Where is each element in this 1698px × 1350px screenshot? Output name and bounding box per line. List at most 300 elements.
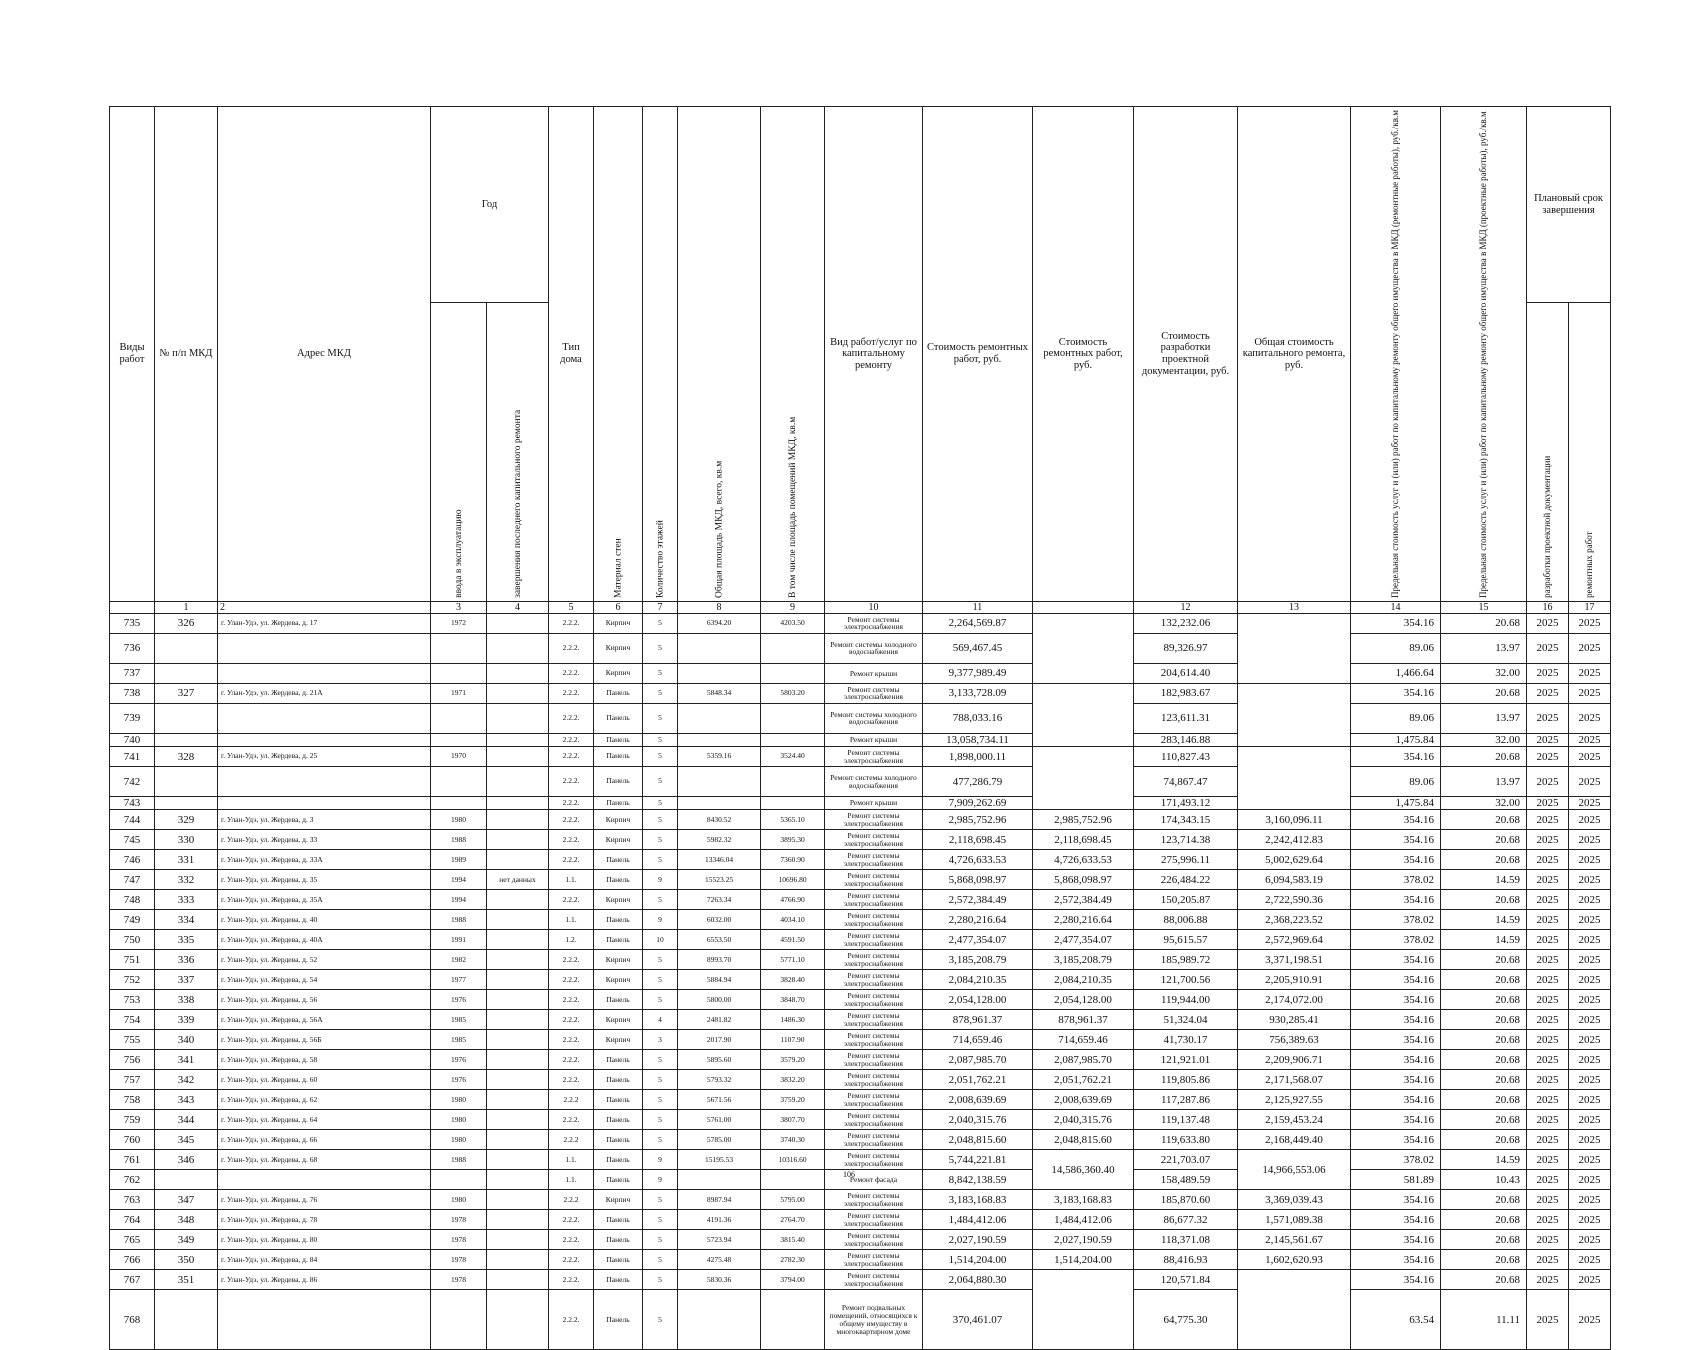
cell-work-type: Ремонт системы электроснабжения — [825, 910, 923, 930]
cell-wall-material: Панель — [594, 767, 643, 797]
cell-deadline-design: 2025 — [1527, 950, 1569, 970]
cell-work-type: Ремонт системы холодного водоснабжения — [825, 633, 923, 663]
table-body — [110, 613, 1611, 1349]
cell-repair-cost: 2,064,880.30 — [923, 1270, 1033, 1290]
cell-total-cost: 2,205,910.91 — [1238, 970, 1351, 990]
cell-year-commissioned: 1978 — [431, 1230, 487, 1250]
cell-deadline-repair: 2025 — [1569, 1290, 1611, 1350]
cell-year-last-repair — [487, 633, 549, 663]
cell-total-area: 4191.36 — [678, 1210, 761, 1230]
cell-wall-material: Кирпич — [594, 970, 643, 990]
cell-mkd-number: 333 — [155, 890, 218, 910]
cell-limit-repair: 1,475.84 — [1351, 733, 1441, 746]
cell-premises-area: 2782.30 — [761, 1250, 825, 1270]
cell-total-cost: 2,125,927.55 — [1238, 1090, 1351, 1110]
cell-repair-cost: 13,058,734.11 — [923, 733, 1033, 746]
cell-mkd-number: 336 — [155, 950, 218, 970]
cell-wall-material: Кирпич — [594, 1190, 643, 1210]
cell-year-commissioned — [431, 703, 487, 733]
cell-repair-cost: 5,744,221.81 — [923, 1150, 1033, 1170]
table-row — [110, 1150, 1611, 1170]
cell-row-number: 741 — [110, 747, 155, 767]
cell-premises-area: 5365.10 — [761, 810, 825, 830]
cell-floors: 9 — [643, 1150, 678, 1170]
cell-address: г. Улан-Удэ, ул. Жердева, д. 56Б — [218, 1030, 431, 1050]
cell-year-last-repair — [487, 1010, 549, 1030]
cell-limit-design: 20.68 — [1441, 1190, 1527, 1210]
cell-design-cost: 121,921.01 — [1134, 1050, 1238, 1070]
table-row — [110, 810, 1611, 830]
cell-address: г. Улан-Удэ, ул. Жердева, д. 80 — [218, 1230, 431, 1250]
cell-repair-cost-total — [1033, 683, 1134, 746]
cell-address — [218, 797, 431, 810]
cell-deadline-repair: 2025 — [1569, 830, 1611, 850]
cell-repair-cost-total: 5,868,098.97 — [1033, 870, 1134, 890]
cell-year-commissioned: 1970 — [431, 747, 487, 767]
cell-work-type: Ремонт системы электроснабжения — [825, 1190, 923, 1210]
cell-mkd-number: 334 — [155, 910, 218, 930]
cell-repair-cost: 370,461.07 — [923, 1290, 1033, 1350]
cell-address: г. Улан-Удэ, ул. Жердева, д. 56А — [218, 1010, 431, 1030]
header-limit-repair: Предельная стоимость услуг и (или) работ по капитальному ремонту общего имущества в МКД (ремонтные работы), руб./кв.м — [1351, 107, 1441, 602]
cell-deadline-design: 2025 — [1527, 1050, 1569, 1070]
cell-premises-area: 3832.20 — [761, 1070, 825, 1090]
cell-floors: 5 — [643, 1070, 678, 1090]
cell-total-cost: 3,160,096.11 — [1238, 810, 1351, 830]
cell-repair-cost: 7,909,262.69 — [923, 797, 1033, 810]
cell-deadline-design: 2025 — [1527, 930, 1569, 950]
cell-limit-design: 10.43 — [1441, 1170, 1527, 1190]
cell-deadline-repair: 2025 — [1569, 1250, 1611, 1270]
cell-limit-design: 13.97 — [1441, 633, 1527, 663]
cell-wall-material: Панель — [594, 733, 643, 746]
cell-deadline-repair: 2025 — [1569, 990, 1611, 1010]
cell-limit-repair: 354.16 — [1351, 850, 1441, 870]
cell-house-type: 2.2.2 — [549, 1090, 594, 1110]
cell-work-type: Ремонт системы электроснабжения — [825, 890, 923, 910]
table-row — [110, 747, 1611, 767]
cell-house-type: 2.2.2. — [549, 1050, 594, 1070]
cell-work-type: Ремонт системы электроснабжения — [825, 1010, 923, 1030]
cell-limit-design: 20.68 — [1441, 890, 1527, 910]
cell-total-cost — [1238, 747, 1351, 810]
cell-repair-cost: 2,008,639.69 — [923, 1090, 1033, 1110]
cell-premises-area: 4766.90 — [761, 890, 825, 910]
cell-limit-repair: 63.54 — [1351, 1290, 1441, 1350]
cell-house-type: 1.1. — [549, 910, 594, 930]
cell-limit-repair: 354.16 — [1351, 830, 1441, 850]
header-repair-cost-total: Стоимость ремонтных работ, руб. — [1033, 107, 1134, 602]
cell-deadline-repair: 2025 — [1569, 1010, 1611, 1030]
cell-limit-repair: 1,475.84 — [1351, 797, 1441, 810]
cell-address — [218, 733, 431, 746]
cell-design-cost: 95,615.57 — [1134, 930, 1238, 950]
cell-total-area: 5884.94 — [678, 970, 761, 990]
cell-premises-area: 5795.00 — [761, 1190, 825, 1210]
cell-row-number: 742 — [110, 767, 155, 797]
col-num: 17 — [1569, 601, 1611, 613]
cell-limit-design: 20.68 — [1441, 683, 1527, 703]
cell-wall-material: Панель — [594, 990, 643, 1010]
cell-total-area: 8987.94 — [678, 1190, 761, 1210]
table-row — [110, 1290, 1611, 1350]
table-row — [110, 663, 1611, 683]
cell-year-commissioned: 1980 — [431, 1190, 487, 1210]
cell-deadline-design: 2025 — [1527, 1170, 1569, 1190]
cell-deadline-repair: 2025 — [1569, 1050, 1611, 1070]
cell-mkd-number: 326 — [155, 613, 218, 633]
cell-house-type: 2.2.2. — [549, 733, 594, 746]
cell-design-cost: 185,870.60 — [1134, 1190, 1238, 1210]
cell-year-last-repair — [487, 703, 549, 733]
cell-deadline-design: 2025 — [1527, 1270, 1569, 1290]
cell-limit-design: 20.68 — [1441, 970, 1527, 990]
cell-year-last-repair: нет данных — [487, 870, 549, 890]
table-row — [110, 1210, 1611, 1230]
header-year: Год — [431, 107, 549, 303]
cell-limit-design: 32.00 — [1441, 797, 1527, 810]
cell-total-cost — [1238, 683, 1351, 746]
cell-limit-design: 20.68 — [1441, 1130, 1527, 1150]
cell-total-cost: 14,966,553.06 — [1238, 1150, 1351, 1190]
cell-work-type: Ремонт системы электроснабжения — [825, 1130, 923, 1150]
cell-premises-area — [761, 703, 825, 733]
cell-repair-cost-total: 2,572,384.49 — [1033, 890, 1134, 910]
cell-limit-repair: 354.16 — [1351, 683, 1441, 703]
cell-floors: 10 — [643, 930, 678, 950]
cell-design-cost: 88,416.93 — [1134, 1250, 1238, 1270]
cell-design-cost: 275,996.11 — [1134, 850, 1238, 870]
cell-total-area: 5359.16 — [678, 747, 761, 767]
cell-row-number: 744 — [110, 810, 155, 830]
cell-year-last-repair — [487, 1150, 549, 1170]
cell-limit-repair: 354.16 — [1351, 1250, 1441, 1270]
cell-wall-material: Панель — [594, 1130, 643, 1150]
col-num: 14 — [1351, 601, 1441, 613]
cell-limit-design: 20.68 — [1441, 613, 1527, 633]
cell-limit-repair: 1,466.64 — [1351, 663, 1441, 683]
cell-deadline-repair: 2025 — [1569, 1030, 1611, 1050]
cell-repair-cost-total: 4,726,633.53 — [1033, 850, 1134, 870]
cell-address: г. Улан-Удэ, ул. Жердева, д. 40А — [218, 930, 431, 950]
cell-mkd-number: 338 — [155, 990, 218, 1010]
cell-design-cost: 117,287.86 — [1134, 1090, 1238, 1110]
cell-house-type: 2.2.2. — [549, 1230, 594, 1250]
table-row — [110, 1090, 1611, 1110]
cell-limit-design: 14.59 — [1441, 870, 1527, 890]
header-total-area: Общая площадь МКД, всего, кв.м — [678, 107, 761, 602]
cell-row-number: 748 — [110, 890, 155, 910]
header-year-commissioned: ввода в эксплуатацию — [431, 303, 487, 602]
cell-floors: 5 — [643, 1210, 678, 1230]
cell-design-cost: 182,983.67 — [1134, 683, 1238, 703]
cell-row-number: 758 — [110, 1090, 155, 1110]
cell-row-number: 760 — [110, 1130, 155, 1150]
cell-year-commissioned — [431, 633, 487, 663]
cell-year-commissioned — [431, 733, 487, 746]
cell-deadline-design: 2025 — [1527, 890, 1569, 910]
cell-year-last-repair — [487, 1030, 549, 1050]
cell-premises-area: 2764.70 — [761, 1210, 825, 1230]
cell-premises-area — [761, 733, 825, 746]
cell-work-type: Ремонт системы электроснабжения — [825, 1090, 923, 1110]
cell-deadline-repair: 2025 — [1569, 1230, 1611, 1250]
header-deadline-repair: ремонтных работ — [1569, 303, 1611, 602]
cell-floors: 5 — [643, 683, 678, 703]
cell-total-cost: 3,371,198.51 — [1238, 950, 1351, 970]
cell-wall-material: Панель — [594, 1050, 643, 1070]
table-row — [110, 910, 1611, 930]
cell-limit-design: 20.68 — [1441, 1070, 1527, 1090]
cell-repair-cost-total: 2,054,128.00 — [1033, 990, 1134, 1010]
cell-work-type: Ремонт системы электроснабжения — [825, 810, 923, 830]
cell-year-commissioned: 1980 — [431, 1110, 487, 1130]
cell-limit-design: 20.68 — [1441, 1050, 1527, 1070]
cell-row-number: 747 — [110, 870, 155, 890]
cell-year-commissioned: 1980 — [431, 1130, 487, 1150]
cell-floors: 5 — [643, 950, 678, 970]
cell-design-cost: 120,571.84 — [1134, 1270, 1238, 1290]
cell-deadline-repair: 2025 — [1569, 1090, 1611, 1110]
cell-house-type: 2.2.2. — [549, 970, 594, 990]
table-row — [110, 1010, 1611, 1030]
cell-deadline-design: 2025 — [1527, 850, 1569, 870]
cell-deadline-repair: 2025 — [1569, 767, 1611, 797]
cell-repair-cost-total: 714,659.46 — [1033, 1030, 1134, 1050]
document-page — [109, 106, 1608, 1350]
cell-repair-cost-total: 2,280,216.64 — [1033, 910, 1134, 930]
table-row — [110, 767, 1611, 797]
cell-year-commissioned — [431, 767, 487, 797]
cell-total-area: 5800.00 — [678, 990, 761, 1010]
table-row — [110, 1230, 1611, 1250]
cell-address: г. Улан-Удэ, ул. Жердева, д. 35А — [218, 890, 431, 910]
cell-work-type: Ремонт системы электроснабжения — [825, 1270, 923, 1290]
cell-mkd-number: 328 — [155, 747, 218, 767]
cell-total-area: 15523.25 — [678, 870, 761, 890]
table-row — [110, 613, 1611, 633]
cell-total-area: 5761.00 — [678, 1110, 761, 1130]
cell-limit-repair: 354.16 — [1351, 970, 1441, 990]
cell-year-last-repair — [487, 1050, 549, 1070]
cell-limit-repair: 354.16 — [1351, 990, 1441, 1010]
cell-total-area — [678, 733, 761, 746]
cell-year-last-repair — [487, 810, 549, 830]
cell-year-last-repair — [487, 767, 549, 797]
cell-deadline-design: 2025 — [1527, 1250, 1569, 1270]
cell-premises-area: 1486.30 — [761, 1010, 825, 1030]
cell-deadline-design: 2025 — [1527, 733, 1569, 746]
cell-floors: 5 — [643, 633, 678, 663]
cell-deadline-design: 2025 — [1527, 970, 1569, 990]
cell-limit-repair: 378.02 — [1351, 870, 1441, 890]
cell-deadline-design: 2025 — [1527, 767, 1569, 797]
cell-floors: 5 — [643, 733, 678, 746]
cell-year-commissioned: 1978 — [431, 1250, 487, 1270]
cell-limit-design: 14.59 — [1441, 1150, 1527, 1170]
table-row — [110, 890, 1611, 910]
cell-limit-repair: 354.16 — [1351, 1030, 1441, 1050]
cell-mkd-number: 342 — [155, 1070, 218, 1090]
cell-limit-repair: 354.16 — [1351, 1110, 1441, 1130]
cell-address: г. Улан-Удэ, ул. Жердева, д. 66 — [218, 1130, 431, 1150]
header-repair-cost: Стоимость ремонтных работ, руб. — [923, 107, 1033, 602]
cell-design-cost: 123,611.31 — [1134, 703, 1238, 733]
cell-total-area: 5830.36 — [678, 1270, 761, 1290]
table-row — [110, 850, 1611, 870]
cell-total-cost: 5,002,629.64 — [1238, 850, 1351, 870]
cell-floors: 5 — [643, 1230, 678, 1250]
cell-year-last-repair — [487, 970, 549, 990]
cell-row-number: 762 — [110, 1170, 155, 1190]
cell-house-type: 2.2.2. — [549, 613, 594, 633]
cell-year-commissioned: 1972 — [431, 613, 487, 633]
cell-work-type: Ремонт системы холодного водоснабжения — [825, 767, 923, 797]
header-year-last-repair: завершения последнего капитального ремонта — [487, 303, 549, 602]
cell-mkd-number: 350 — [155, 1250, 218, 1270]
cell-house-type: 2.2.2. — [549, 1250, 594, 1270]
cell-year-commissioned — [431, 797, 487, 810]
cell-row-number: 736 — [110, 633, 155, 663]
cell-mkd-number — [155, 1290, 218, 1350]
cell-floors: 5 — [643, 797, 678, 810]
cell-mkd-number: 349 — [155, 1230, 218, 1250]
cell-address — [218, 663, 431, 683]
cell-year-last-repair — [487, 1230, 549, 1250]
cell-limit-design: 11.11 — [1441, 1290, 1527, 1350]
col-num: 1 — [155, 601, 218, 613]
cell-limit-repair: 89.06 — [1351, 767, 1441, 797]
cell-floors: 4 — [643, 1010, 678, 1030]
cell-premises-area: 4591.50 — [761, 930, 825, 950]
cell-year-last-repair — [487, 1270, 549, 1290]
cell-limit-repair: 354.16 — [1351, 747, 1441, 767]
cell-house-type: 2.2.2. — [549, 830, 594, 850]
cell-floors: 5 — [643, 1090, 678, 1110]
cell-address: г. Улан-Удэ, ул. Жердева, д. 25 — [218, 747, 431, 767]
cell-work-type: Ремонт системы электроснабжения — [825, 1050, 923, 1070]
cell-repair-cost: 788,033.16 — [923, 703, 1033, 733]
cell-total-cost: 1,602,620.93 — [1238, 1250, 1351, 1270]
cell-total-area: 8430.52 — [678, 810, 761, 830]
cell-floors: 5 — [643, 1270, 678, 1290]
header-total-cost: Общая стоимость капитального ремонта, руб. — [1238, 107, 1351, 602]
cell-wall-material: Кирпич — [594, 1010, 643, 1030]
cell-house-type: 2.2.2. — [549, 633, 594, 663]
header-planned-deadline: Плановый срок завершения — [1527, 107, 1611, 303]
cell-premises-area — [761, 633, 825, 663]
cell-limit-repair: 354.16 — [1351, 1230, 1441, 1250]
cell-wall-material: Панель — [594, 1090, 643, 1110]
cell-deadline-repair: 2025 — [1569, 1190, 1611, 1210]
cell-limit-design: 20.68 — [1441, 747, 1527, 767]
col-num: 5 — [549, 601, 594, 613]
cell-floors: 5 — [643, 1190, 678, 1210]
cell-total-area: 6032.00 — [678, 910, 761, 930]
cell-year-last-repair — [487, 663, 549, 683]
cell-deadline-design: 2025 — [1527, 1110, 1569, 1130]
cell-house-type: 2.2.2 — [549, 1190, 594, 1210]
cell-repair-cost-total: 2,985,752.96 — [1033, 810, 1134, 830]
col-num: 8 — [678, 601, 761, 613]
cell-repair-cost-total: 14,586,360.40 — [1033, 1150, 1134, 1190]
cell-repair-cost-total — [1033, 1270, 1134, 1350]
cell-floors: 5 — [643, 767, 678, 797]
cell-floors: 5 — [643, 1250, 678, 1270]
cell-work-type: Ремонт системы электроснабжения — [825, 990, 923, 1010]
cell-year-last-repair — [487, 1290, 549, 1350]
cell-mkd-number: 343 — [155, 1090, 218, 1110]
cell-repair-cost-total: 2,087,985.70 — [1033, 1050, 1134, 1070]
cell-year-last-repair — [487, 830, 549, 850]
cell-year-last-repair — [487, 733, 549, 746]
cell-mkd-number: 346 — [155, 1150, 218, 1170]
cell-year-last-repair — [487, 797, 549, 810]
cell-deadline-repair: 2025 — [1569, 613, 1611, 633]
cell-deadline-design: 2025 — [1527, 663, 1569, 683]
table-row — [110, 1070, 1611, 1090]
cell-repair-cost-total: 1,514,204.00 — [1033, 1250, 1134, 1270]
cell-mkd-number — [155, 733, 218, 746]
cell-work-type: Ремонт системы электроснабжения — [825, 683, 923, 703]
cell-wall-material: Кирпич — [594, 810, 643, 830]
cell-floors: 5 — [643, 1050, 678, 1070]
cell-design-cost: 283,146.88 — [1134, 733, 1238, 746]
cell-address: г. Улан-Удэ, ул. Жердева, д. 35 — [218, 870, 431, 890]
cell-deadline-repair: 2025 — [1569, 663, 1611, 683]
table-row — [110, 990, 1611, 1010]
cell-year-last-repair — [487, 950, 549, 970]
cell-design-cost: 158,489.59 — [1134, 1170, 1238, 1190]
cell-limit-repair: 354.16 — [1351, 613, 1441, 633]
cell-limit-design: 32.00 — [1441, 733, 1527, 746]
cell-limit-repair: 354.16 — [1351, 810, 1441, 830]
cell-design-cost: 121,700.56 — [1134, 970, 1238, 990]
cell-design-cost: 118,371.08 — [1134, 1230, 1238, 1250]
cell-deadline-design: 2025 — [1527, 830, 1569, 850]
header-design-cost: Стоимость разработки проектной документации, руб. — [1134, 107, 1238, 602]
cell-address — [218, 703, 431, 733]
table-row — [110, 703, 1611, 733]
cell-address: г. Улан-Удэ, ул. Жердева, д. 68 — [218, 1150, 431, 1170]
cell-row-number: 746 — [110, 850, 155, 870]
cell-year-last-repair — [487, 930, 549, 950]
cell-repair-cost: 2,027,190.59 — [923, 1230, 1033, 1250]
cell-row-number: 765 — [110, 1230, 155, 1250]
cell-deadline-design: 2025 — [1527, 747, 1569, 767]
cell-address: г. Улан-Удэ, ул. Жердева, д. 3 — [218, 810, 431, 830]
table-row — [110, 733, 1611, 746]
header-premises-area: В том числе площадь помещений МКД, кв.м — [761, 107, 825, 602]
cell-work-type: Ремонт системы электроснабжения — [825, 1030, 923, 1050]
cell-year-last-repair — [487, 1110, 549, 1130]
cell-wall-material: Кирпич — [594, 633, 643, 663]
header-wall-material: Материал стен — [594, 107, 643, 602]
cell-year-commissioned: 1980 — [431, 1090, 487, 1110]
cell-row-number: 745 — [110, 830, 155, 850]
cell-premises-area: 3828.40 — [761, 970, 825, 990]
col-num: 7 — [643, 601, 678, 613]
cell-deadline-repair: 2025 — [1569, 930, 1611, 950]
cell-repair-cost: 9,377,989.49 — [923, 663, 1033, 683]
col-num: 2 — [218, 601, 431, 613]
cell-deadline-repair: 2025 — [1569, 1150, 1611, 1170]
cell-repair-cost: 2,477,354.07 — [923, 930, 1033, 950]
cell-limit-repair: 354.16 — [1351, 1010, 1441, 1030]
cell-total-cost: 2,572,969.64 — [1238, 930, 1351, 950]
cell-wall-material: Панель — [594, 850, 643, 870]
cell-floors: 5 — [643, 890, 678, 910]
